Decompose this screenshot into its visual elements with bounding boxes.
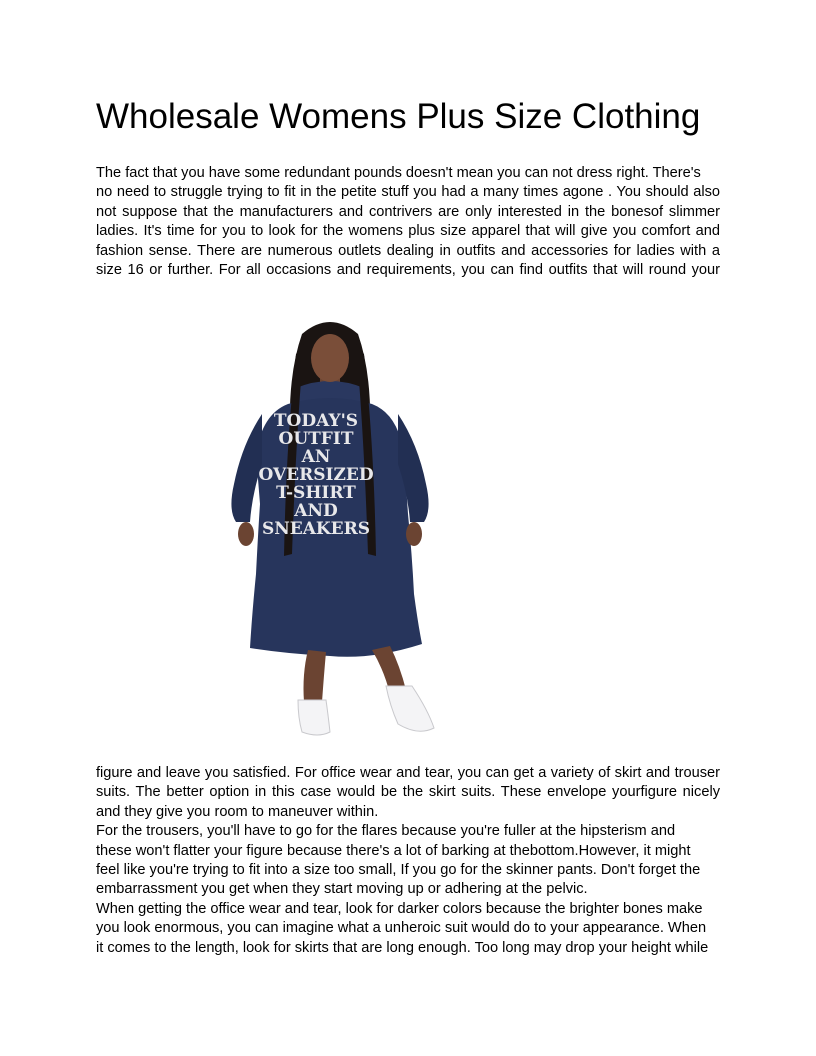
text-line: embarrassment you get when they start moving up or adhering at the pelvic. [96,881,588,898]
text-line: figure and leave you satisfied. For office wear and tear, you can get a variety of skirt and trouser [96,765,720,781]
shirt-print-line: OVERSIZED [258,465,374,485]
text-line: When getting the office wear and tear, look for darker colors because the brighter bones make [96,900,703,917]
text-line: these won't flatter your figure because there's a lot of barking at thebottom.However, it might [96,842,691,859]
text-line: size 16 or further. For all occasions and requirements, you can find outfits that will round your [96,261,720,278]
text-line: fashion sense. There are numerous outlets dealing in outfits and accessories for ladies with a [96,242,720,259]
model-in-hoodie-dress-illustration [222,314,438,740]
text-line: ladies. It's time for you to look for the womens plus size apparel that will give you comfort and [96,223,720,240]
text-line: and they give you room to maneuver within. [96,803,379,820]
text-line: no need to struggle trying to fit in the petite stuff you had a many times agone . You should also [96,184,720,201]
text-line: The fact that you have some redundant pounds doesn't mean you can not dress right. There's [96,165,701,181]
text-line: feel like you're trying to fit into a size too small, If you go for the skinner pants. Don't forget the [96,861,701,878]
text-line: suits. The better option in this case would be the skirt suits. These envelope yourfigure nicely [96,784,720,801]
shirt-print-line: AN [301,447,331,467]
product-photo [222,314,438,740]
shirt-print-line: TODAY'S [273,411,359,431]
page-title: Wholesale Womens Plus Size Clothing [96,97,701,136]
paragraph-1 [96,164,720,280]
shirt-print-line: AND [294,501,338,521]
paragraph-2 [96,764,720,958]
shirt-print-line: OUTFIT [278,429,354,449]
text-line: you look enormous, you can imagine what a unheroic suit would do to your appearance. When [96,920,707,937]
shirt-print [258,411,373,539]
shirt-print-line: T-SHIRT [276,483,356,503]
text-line: not suppose that the manufacturers and contrivers are only interested in the bonesof slimmer [96,203,720,220]
shirt-print-line: SNEAKERS [261,519,371,539]
text-line: it comes to the length, look for skirts that are long enough. Too long may drop your height while [96,939,709,956]
text-line: For the trousers, you'll have to go for the flares because you're fuller at the hipsterism and [96,823,676,840]
